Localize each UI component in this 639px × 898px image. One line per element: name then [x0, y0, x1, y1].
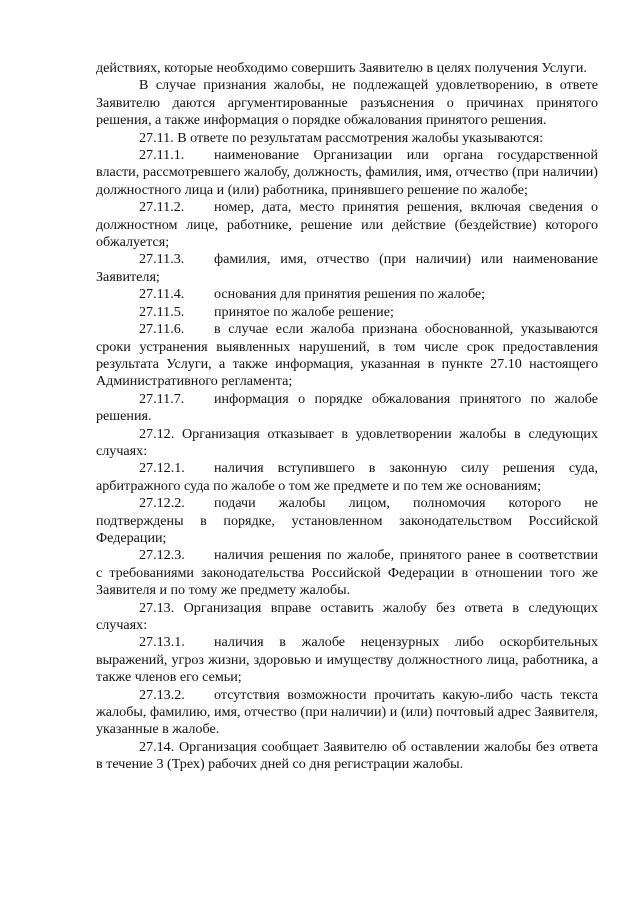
item-continuation: арбитражного суда по жалобе о том же предмете и по тем же основаниям; — [96, 477, 541, 494]
item-number: 27.13.2. — [139, 686, 185, 703]
item-first-line: номер, дата, место принятия решения, включая сведения о — [214, 199, 598, 216]
item-continuation: жалобы, фамилию, имя, отчество (при наличии) и (или) почтовый адрес Заявителя, указанные в жалобе. — [96, 704, 598, 738]
document-body — [96, 60, 598, 774]
item-number: 27.13.1. — [139, 634, 185, 651]
item-first-line: наличия в жалобе нецензурных либо оскорбительных — [214, 634, 598, 651]
item-first-line: наличия решения по жалобе, принятого ранее в соответствии — [214, 547, 598, 564]
item-first-line: фамилия, имя, отчество (при наличии) или наименование — [214, 251, 598, 268]
item-number: 27.11.7. — [139, 390, 185, 407]
list-item — [96, 199, 598, 251]
item-number: 27.11.3. — [139, 251, 185, 268]
item-number: 27.12.2. — [139, 495, 185, 512]
list-item — [96, 460, 598, 495]
item-continuation: решения. — [96, 408, 152, 425]
item-number: 27.11.5. — [139, 303, 185, 320]
item-first-line: основания для принятия решения по жалобе; — [214, 286, 486, 303]
list-item — [96, 147, 598, 199]
item-first-line: информация о порядке обжалования принятого по жалобе — [214, 390, 598, 407]
item-continuation: подтверждены в порядке, установленном законодательством Российской Федерации; — [96, 512, 598, 546]
paragraph: действиях, которые необходимо совершить Заявителю в целях получения Услуги. — [96, 60, 587, 76]
list-item — [96, 304, 598, 321]
item-number: 27.11.6. — [139, 321, 185, 338]
list-item — [96, 634, 598, 686]
list-item — [96, 251, 598, 286]
paragraph: 27.14. Организация сообщает Заявителю об оставлении жалобы без ответа в течение 3 (Трех) рабочих дней со дня регистрации жалобы. — [96, 738, 598, 773]
item-continuation: Заявителя; — [96, 268, 160, 285]
item-first-line: наличия вступившего в законную силу решения суда, — [214, 460, 598, 477]
item-continuation: власти, рассмотревшего жалобу, должность, фамилия, имя, отчество (при наличии) должностного лица и (или) работника, принявшего решение по жалобе; — [96, 164, 598, 198]
list-item — [96, 495, 598, 547]
item-first-line: наименование Организации или органа государственной — [214, 147, 598, 164]
item-continuation: сроки устранения выявленных нарушений, в том числе срок предоставления результата Услуги, а также информация, указанная в пункте 27.10 настоящего Административного регламента; — [96, 338, 598, 390]
item-first-line: принятое по жалобе решение; — [214, 303, 394, 320]
item-number: 27.11.2. — [139, 199, 185, 216]
list-item — [96, 321, 598, 391]
item-first-line: в случае если жалоба признана обоснованной, указываются — [214, 321, 598, 338]
item-continuation: выражений, угроз жизни, здоровью и имуществу должностного лица, работника, а также членов его семьи; — [96, 651, 598, 686]
item-number: 27.12.1. — [139, 460, 185, 477]
item-first-line: подачи жалобы лицом, полномочия которого не — [214, 495, 598, 512]
list-item — [96, 286, 598, 303]
item-continuation: с требованиями законодательства Российской Федерации в отношении того же Заявителя и по тому же предмету жалобы. — [96, 564, 598, 599]
list-item — [96, 391, 598, 426]
paragraph: В случае признания жалобы, не подлежащей удовлетворению, в ответе Заявителю даются аргументированные разъяснения о причинах принятого решения, а также информация о порядке обжалования принятого решения. — [96, 77, 598, 129]
paragraph: 27.11. В ответе по результатам рассмотрения жалобы указываются: — [139, 129, 544, 146]
item-number: 27.11.4. — [139, 286, 185, 303]
paragraph: 27.12. Организация отказывает в удовлетворении жалобы в следующих случаях: — [96, 425, 598, 459]
paragraph: 27.13. Организация вправе оставить жалобу без ответа в следующих случаях: — [96, 599, 598, 633]
item-continuation: должностном лице, работнике, решение или действие (бездействие) которого обжалуется; — [96, 216, 598, 251]
list-item — [96, 547, 598, 599]
item-number: 27.12.3. — [139, 547, 185, 564]
item-first-line: отсутствия возможности прочитать какую-либо часть текста — [214, 686, 598, 703]
list-item — [96, 687, 598, 739]
item-number: 27.11.1. — [139, 147, 185, 164]
